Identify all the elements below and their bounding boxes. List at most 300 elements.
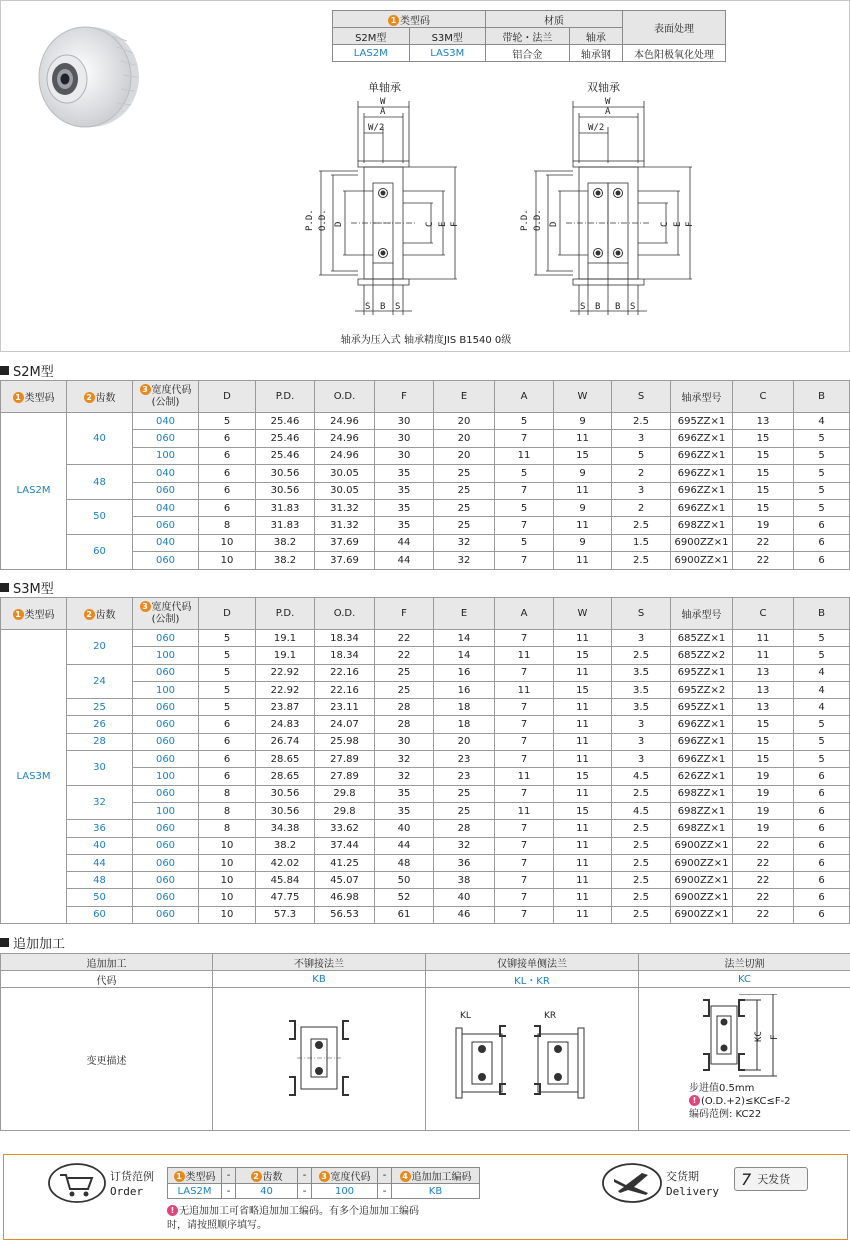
- value-cell: 15: [733, 751, 794, 768]
- dim-w: W: [380, 97, 386, 107]
- value-cell: 6: [199, 447, 256, 464]
- value-cell: 10: [199, 872, 256, 889]
- value-cell: 29.8: [315, 785, 375, 802]
- value-cell: 11: [554, 552, 612, 569]
- dim-s-left: S: [580, 302, 586, 312]
- value-cell: 14: [434, 630, 495, 647]
- value-cell: 3.5: [612, 699, 671, 716]
- additional-section-title: 追加加工: [0, 933, 65, 952]
- opt3-code: KC: [639, 971, 850, 988]
- order-label: 订货范例 Order: [110, 1170, 154, 1198]
- value-cell: 35: [375, 465, 434, 482]
- value-cell: 2.5: [612, 820, 671, 837]
- value-cell: 20: [434, 413, 495, 430]
- value-cell: 30: [375, 733, 434, 750]
- value-cell: 22.16: [315, 681, 375, 698]
- value-cell: 18.34: [315, 647, 375, 664]
- width-code-cell: 060: [133, 716, 199, 733]
- value-cell: 22.92: [256, 681, 315, 698]
- value-cell: 696ZZ×1: [671, 716, 733, 733]
- additional-table: [0, 953, 850, 1131]
- col-od: O.D.: [315, 381, 375, 413]
- value-cell: 5: [199, 699, 256, 716]
- table-row: [1, 716, 850, 733]
- delivery-label: 交货期 Delivery: [666, 1170, 719, 1198]
- value-cell: 46: [434, 906, 495, 923]
- value-cell: 11: [495, 681, 554, 698]
- teeth-cell: 26: [67, 716, 133, 733]
- value-cell: 11: [554, 430, 612, 447]
- width-code-cell: 100: [133, 647, 199, 664]
- value-cell: 44: [375, 837, 434, 854]
- s3m-section-title: S3M型: [0, 578, 54, 597]
- value-cell: 28: [375, 716, 434, 733]
- value-cell: 5: [794, 751, 850, 768]
- opt2-title: 仅铆接单侧法兰: [426, 954, 639, 971]
- value-cell: 696ZZ×1: [671, 751, 733, 768]
- value-cell: 45.84: [256, 872, 315, 889]
- value-cell: 25: [434, 802, 495, 819]
- value-cell: 32: [434, 837, 495, 854]
- value-cell: 25.98: [315, 733, 375, 750]
- teeth-cell: 50: [67, 889, 133, 906]
- s2m-section-title: S2M型: [0, 361, 54, 380]
- value-cell: 9: [554, 499, 612, 516]
- value-cell: 2.5: [612, 647, 671, 664]
- value-cell: 36: [434, 854, 495, 871]
- value-cell: 30.56: [256, 802, 315, 819]
- value-cell: 22: [733, 889, 794, 906]
- value-cell: 15: [733, 430, 794, 447]
- opt1-drawing-cell: [213, 988, 426, 1131]
- value-cell: 24.96: [315, 430, 375, 447]
- value-cell: 5: [199, 413, 256, 430]
- s3m-header: S3M型: [409, 28, 486, 45]
- material-table: [332, 10, 726, 62]
- value-cell: 15: [554, 802, 612, 819]
- value-cell: 25: [434, 517, 495, 534]
- value-cell: 2.5: [612, 854, 671, 871]
- value-cell: 45.07: [315, 872, 375, 889]
- value-cell: 28: [434, 820, 495, 837]
- dash-2: -: [298, 1168, 312, 1184]
- value-cell: 37.69: [315, 534, 375, 551]
- value-cell: 10: [199, 837, 256, 854]
- order-example-table: [167, 1167, 480, 1199]
- value-cell: 9: [554, 534, 612, 551]
- value-cell: 41.25: [315, 854, 375, 871]
- order-v4: KB: [392, 1184, 480, 1199]
- value-cell: 2.5: [612, 785, 671, 802]
- value-cell: 5: [199, 630, 256, 647]
- value-cell: 11: [554, 733, 612, 750]
- opt2-code: KL・KR: [426, 971, 639, 988]
- width-code-cell: 060: [133, 872, 199, 889]
- teeth-cell: 32: [67, 785, 133, 820]
- kr-label: KR: [544, 1010, 557, 1021]
- surface-value: 本色阳极氧化处理: [623, 45, 726, 62]
- opt3-drawing-cell: [639, 988, 850, 1131]
- flange-cut-drawing: [699, 994, 799, 1078]
- value-cell: 19: [733, 768, 794, 785]
- dash-6: -: [378, 1184, 392, 1199]
- value-cell: 10: [199, 906, 256, 923]
- width-code-cell: 060: [133, 854, 199, 871]
- col-d: D: [199, 598, 256, 630]
- value-cell: 695ZZ×1: [671, 699, 733, 716]
- col-bearing: 轴承型号: [671, 381, 733, 413]
- value-cell: 56.53: [315, 906, 375, 923]
- value-cell: 7: [495, 733, 554, 750]
- value-cell: 40: [434, 889, 495, 906]
- width-code-cell: 040: [133, 413, 199, 430]
- value-cell: 15: [554, 447, 612, 464]
- value-cell: 11: [554, 820, 612, 837]
- value-cell: 25.46: [256, 447, 315, 464]
- value-cell: 6: [794, 785, 850, 802]
- opt1-code: KB: [213, 971, 426, 988]
- value-cell: 696ZZ×1: [671, 499, 733, 516]
- value-cell: 15: [554, 647, 612, 664]
- value-cell: 6: [794, 552, 850, 569]
- value-cell: 6: [199, 499, 256, 516]
- value-cell: 2.5: [612, 872, 671, 889]
- value-cell: 30: [375, 447, 434, 464]
- value-cell: 29.8: [315, 802, 375, 819]
- value-cell: 26.74: [256, 733, 315, 750]
- col-s: S: [612, 381, 671, 413]
- value-cell: 7: [495, 889, 554, 906]
- value-cell: 22.16: [315, 664, 375, 681]
- value-cell: 7: [495, 482, 554, 499]
- value-cell: 6: [199, 716, 256, 733]
- value-cell: 38.2: [256, 552, 315, 569]
- col-a: A: [495, 598, 554, 630]
- value-cell: 7: [495, 630, 554, 647]
- dim-od: O.D.: [533, 209, 543, 231]
- value-cell: 3.5: [612, 664, 671, 681]
- value-cell: 6: [794, 820, 850, 837]
- order-v1: LAS2M: [168, 1184, 222, 1199]
- value-cell: 6: [199, 465, 256, 482]
- value-cell: 4.5: [612, 768, 671, 785]
- value-cell: 7: [495, 854, 554, 871]
- value-cell: 2.5: [612, 837, 671, 854]
- value-cell: 5: [495, 499, 554, 516]
- value-cell: 31.83: [256, 499, 315, 516]
- info-icon: !: [167, 1205, 178, 1216]
- teeth-cell: 40: [67, 837, 133, 854]
- value-cell: 7: [495, 751, 554, 768]
- value-cell: 22.92: [256, 664, 315, 681]
- flange-cut-notes: [689, 1082, 791, 1121]
- value-cell: 22: [733, 552, 794, 569]
- value-cell: 44: [375, 552, 434, 569]
- value-cell: 15: [733, 499, 794, 516]
- value-cell: 5: [794, 716, 850, 733]
- value-cell: 6900ZZ×1: [671, 872, 733, 889]
- value-cell: 35: [375, 802, 434, 819]
- value-cell: 7: [495, 785, 554, 802]
- table-row: [1, 889, 850, 906]
- value-cell: 18.34: [315, 630, 375, 647]
- teeth-cell: 28: [67, 733, 133, 750]
- surface-header: 表面处理: [623, 11, 726, 45]
- order-example-box: [3, 1154, 848, 1240]
- double-bearing-title: 双轴承: [587, 81, 620, 94]
- value-cell: 19.1: [256, 647, 315, 664]
- value-cell: 6: [794, 768, 850, 785]
- value-cell: 1.5: [612, 534, 671, 551]
- f-dim: F: [770, 1034, 780, 1040]
- single-bearing-title: 单轴承: [368, 81, 401, 94]
- value-cell: 10: [199, 552, 256, 569]
- col-e: E: [434, 598, 495, 630]
- order-h2: 2 齿数: [236, 1168, 298, 1184]
- pulley-header: 带轮・法兰: [486, 28, 570, 45]
- value-cell: 2.5: [612, 413, 671, 430]
- order-note: ! 无追加加工可省略追加加工编码。有多个追加加工编码 时，请按照顺序填写。: [167, 1206, 419, 1231]
- value-cell: 5: [612, 447, 671, 464]
- value-cell: 15: [733, 716, 794, 733]
- col-w: W: [554, 381, 612, 413]
- width-code-cell: 040: [133, 534, 199, 551]
- value-cell: 11: [554, 889, 612, 906]
- width-code-cell: 100: [133, 802, 199, 819]
- value-cell: 695ZZ×1: [671, 413, 733, 430]
- dim-s-left: S: [365, 302, 371, 312]
- value-cell: 5: [199, 647, 256, 664]
- opt3-title: 法兰切割: [639, 954, 850, 971]
- value-cell: 5: [794, 733, 850, 750]
- value-cell: 38.2: [256, 534, 315, 551]
- value-cell: 11: [554, 872, 612, 889]
- order-h4: 4 追加加工编码: [392, 1168, 480, 1184]
- teeth-cell: 60: [67, 534, 133, 569]
- value-cell: 19: [733, 785, 794, 802]
- col-w: W: [554, 598, 612, 630]
- value-cell: 22: [375, 647, 434, 664]
- width-code-cell: 060: [133, 785, 199, 802]
- value-cell: 28: [375, 699, 434, 716]
- width-code-cell: 040: [133, 465, 199, 482]
- table-row: [1, 854, 850, 871]
- value-cell: 25: [434, 785, 495, 802]
- value-cell: 6900ZZ×1: [671, 552, 733, 569]
- value-cell: 11: [554, 716, 612, 733]
- dash-3: -: [378, 1168, 392, 1184]
- value-cell: 32: [434, 552, 495, 569]
- width-code-cell: 060: [133, 906, 199, 923]
- dim-od: O.D.: [318, 209, 328, 231]
- value-cell: 5: [495, 413, 554, 430]
- value-cell: 61: [375, 906, 434, 923]
- teeth-cell: 40: [67, 413, 133, 465]
- value-cell: 7: [495, 664, 554, 681]
- s2m-spec-table: [0, 380, 850, 570]
- value-cell: 2.5: [612, 906, 671, 923]
- value-cell: 11: [554, 630, 612, 647]
- value-cell: 50: [375, 872, 434, 889]
- value-cell: 5: [794, 630, 850, 647]
- value-cell: 28.65: [256, 768, 315, 785]
- value-cell: 19: [733, 820, 794, 837]
- table-row: [1, 872, 850, 889]
- value-cell: 5: [794, 499, 850, 516]
- col-b: B: [794, 381, 850, 413]
- value-cell: 10: [199, 889, 256, 906]
- s3m-code: LAS3M: [409, 45, 486, 62]
- value-cell: 15: [733, 733, 794, 750]
- order-h1: 1 类型码: [168, 1168, 222, 1184]
- value-cell: 27.89: [315, 768, 375, 785]
- value-cell: 696ZZ×1: [671, 733, 733, 750]
- value-cell: 32: [434, 534, 495, 551]
- value-cell: 5: [794, 447, 850, 464]
- delivery-days-badge: [734, 1167, 808, 1191]
- value-cell: 25.46: [256, 413, 315, 430]
- dim-e: E: [438, 221, 448, 227]
- info-icon: !: [689, 1095, 700, 1106]
- col-c: C: [733, 381, 794, 413]
- bearing-note: 轴承为压入式 轴承精度JIS B1540 0级: [340, 335, 512, 346]
- table-row: [1, 733, 850, 750]
- value-cell: 6: [794, 889, 850, 906]
- addl-col-header: 追加加工: [1, 954, 213, 971]
- value-cell: 13: [733, 664, 794, 681]
- s2m-header: S2M型: [333, 28, 410, 45]
- col-width-code: 3 宽度代码 (公制): [133, 381, 199, 413]
- dash-4: -: [222, 1184, 236, 1199]
- teeth-cell: 25: [67, 699, 133, 716]
- value-cell: 696ZZ×1: [671, 465, 733, 482]
- col-pd: P.D.: [256, 381, 315, 413]
- pulley-material: 铝合金: [486, 45, 570, 62]
- value-cell: 3: [612, 482, 671, 499]
- order-h3: 3 宽度代码: [312, 1168, 378, 1184]
- value-cell: 11: [733, 630, 794, 647]
- value-cell: 13: [733, 699, 794, 716]
- width-code-cell: 060: [133, 837, 199, 854]
- dim-a: A: [605, 107, 611, 117]
- teeth-cell: 48: [67, 465, 133, 500]
- teeth-cell: 30: [67, 751, 133, 786]
- value-cell: 15: [554, 768, 612, 785]
- range-note: ! (O.D.+2)≤KC≤F-2: [689, 1095, 791, 1108]
- value-cell: 9: [554, 413, 612, 430]
- value-cell: 32: [375, 751, 434, 768]
- value-cell: 2.5: [612, 889, 671, 906]
- code-label: 代码: [1, 971, 213, 988]
- value-cell: 11: [733, 647, 794, 664]
- opt2-drawing-cell: [426, 988, 639, 1131]
- value-cell: 23: [434, 751, 495, 768]
- value-cell: 10: [199, 854, 256, 871]
- value-cell: 5: [794, 465, 850, 482]
- value-cell: 685ZZ×2: [671, 647, 733, 664]
- dim-s-right: S: [630, 302, 636, 312]
- value-cell: 11: [554, 785, 612, 802]
- value-cell: 22: [733, 837, 794, 854]
- dim-w2: W/2: [588, 123, 605, 133]
- value-cell: 6: [199, 430, 256, 447]
- value-cell: 3: [612, 733, 671, 750]
- value-cell: 6: [199, 768, 256, 785]
- value-cell: 6900ZZ×1: [671, 534, 733, 551]
- value-cell: 5: [794, 430, 850, 447]
- value-cell: 30.56: [256, 482, 315, 499]
- dim-pd: P.D.: [520, 209, 530, 231]
- width-code-cell: 060: [133, 699, 199, 716]
- type-code-header: 1 类型码: [333, 11, 486, 28]
- teeth-cell: 50: [67, 499, 133, 534]
- value-cell: 7: [495, 872, 554, 889]
- value-cell: 24.07: [315, 716, 375, 733]
- dim-c: C: [425, 221, 435, 227]
- teeth-cell: 48: [67, 872, 133, 889]
- value-cell: 25: [434, 482, 495, 499]
- value-cell: 40: [375, 820, 434, 837]
- width-code-cell: 060: [133, 430, 199, 447]
- value-cell: 13: [733, 681, 794, 698]
- value-cell: 6: [794, 854, 850, 871]
- value-cell: 30.56: [256, 785, 315, 802]
- cart-icon: [48, 1163, 106, 1203]
- value-cell: 695ZZ×1: [671, 664, 733, 681]
- value-cell: 30.05: [315, 482, 375, 499]
- table-row: [1, 751, 850, 768]
- value-cell: 38: [434, 872, 495, 889]
- dim-pd: P.D.: [305, 209, 315, 231]
- step-note: 步进值0.5mm: [689, 1083, 755, 1094]
- value-cell: 11: [554, 699, 612, 716]
- dim-f: F: [450, 221, 460, 227]
- value-cell: 35: [375, 785, 434, 802]
- value-cell: 11: [495, 647, 554, 664]
- width-code-cell: 060: [133, 820, 199, 837]
- value-cell: 25.46: [256, 430, 315, 447]
- dim-e: E: [673, 221, 683, 227]
- type-code-cell: LAS3M: [1, 630, 67, 924]
- width-code-cell: 060: [133, 482, 199, 499]
- s2m-code: LAS2M: [333, 45, 410, 62]
- value-cell: 7: [495, 517, 554, 534]
- value-cell: 5: [495, 465, 554, 482]
- value-cell: 20: [434, 447, 495, 464]
- value-cell: 6: [199, 482, 256, 499]
- value-cell: 18: [434, 716, 495, 733]
- value-cell: 4: [794, 699, 850, 716]
- value-cell: 35: [375, 499, 434, 516]
- value-cell: 5: [199, 664, 256, 681]
- width-code-cell: 100: [133, 768, 199, 785]
- value-cell: 9: [554, 465, 612, 482]
- value-cell: 5: [495, 534, 554, 551]
- value-cell: 52: [375, 889, 434, 906]
- value-cell: 685ZZ×1: [671, 630, 733, 647]
- type-code-cell: LAS2M: [1, 413, 67, 570]
- value-cell: 24.96: [315, 447, 375, 464]
- value-cell: 11: [495, 768, 554, 785]
- value-cell: 6900ZZ×1: [671, 889, 733, 906]
- table-row: [1, 664, 850, 681]
- value-cell: 7: [495, 906, 554, 923]
- no-flange-drawing: [279, 1013, 359, 1103]
- width-code-cell: 060: [133, 664, 199, 681]
- value-cell: 24.83: [256, 716, 315, 733]
- single-bearing-drawing: [291, 93, 481, 325]
- value-cell: 57.3: [256, 906, 315, 923]
